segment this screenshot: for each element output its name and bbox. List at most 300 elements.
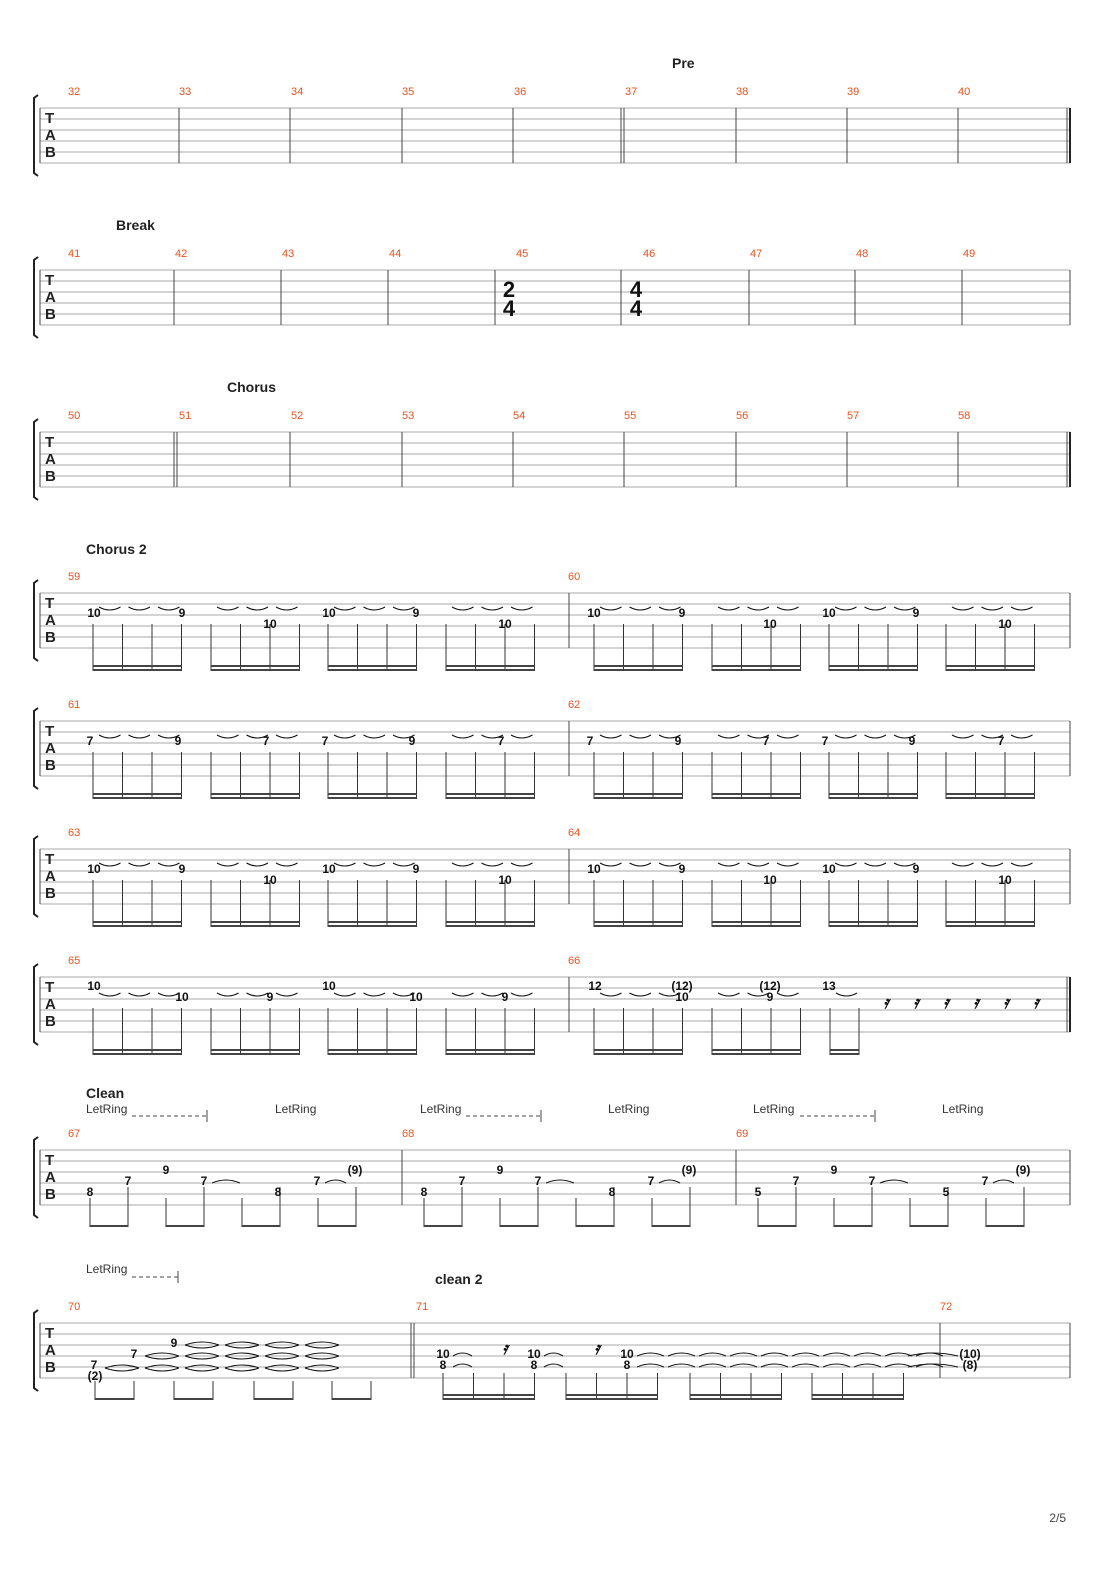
beam xyxy=(446,797,535,799)
let-ring-label: LetRing xyxy=(608,1102,650,1116)
page-number: 2/5 xyxy=(1049,1511,1066,1525)
sixteenth-rest: 𝄿 xyxy=(973,993,979,1012)
tie-arc xyxy=(1011,863,1033,866)
measure-number: 43 xyxy=(282,248,295,260)
fret-number: 10 xyxy=(436,1347,450,1361)
tie-arc xyxy=(276,993,298,996)
beam xyxy=(211,921,300,923)
fret-number: (9) xyxy=(1015,1163,1031,1177)
tie-arc xyxy=(952,863,974,866)
tie-arc xyxy=(511,993,533,996)
beam xyxy=(211,793,300,795)
tab-clef-letter: B xyxy=(45,144,56,161)
beam xyxy=(946,669,1035,671)
beam xyxy=(328,921,417,923)
beam xyxy=(211,669,300,671)
fret-number: 10 xyxy=(620,1347,634,1361)
tie-arc xyxy=(217,863,239,866)
measure-number: 42 xyxy=(175,248,188,260)
beam xyxy=(446,921,535,923)
tie-arc xyxy=(247,993,269,996)
fret-number: 9 xyxy=(912,862,920,876)
system-bracket xyxy=(34,419,38,500)
fret-number: 8 xyxy=(608,1185,616,1199)
tab-clef-letter: B xyxy=(45,468,56,485)
beam xyxy=(594,1049,683,1051)
let-ring-label: LetRing xyxy=(275,1102,317,1116)
tab-clef-letter: B xyxy=(45,1013,56,1030)
tie-arc xyxy=(630,735,652,738)
section-marker: Break xyxy=(116,217,155,233)
tab-clef-letter: B xyxy=(45,629,56,646)
fret-number: 5 xyxy=(754,1185,762,1199)
tab-clef-letter: T xyxy=(45,272,55,289)
tie-arc xyxy=(452,993,474,996)
measure-number: 44 xyxy=(389,248,402,260)
tie-arc xyxy=(185,1368,219,1371)
beam xyxy=(712,1053,801,1055)
measure-number: 47 xyxy=(750,248,763,260)
fret-number: 8 xyxy=(274,1185,282,1199)
tab-clef-letter: T xyxy=(45,979,55,996)
tie-arc xyxy=(99,993,121,996)
let-ring-label: LetRing xyxy=(942,1102,984,1116)
beam xyxy=(652,1225,690,1227)
beam xyxy=(566,1398,658,1400)
beam xyxy=(446,1053,535,1055)
sixteenth-rest: 𝄿 xyxy=(1033,993,1039,1012)
beam xyxy=(712,793,801,795)
fret-number: 9 xyxy=(766,990,774,1004)
beam xyxy=(211,925,300,927)
fret-number: 9 xyxy=(412,862,420,876)
fret-number: 9 xyxy=(178,862,186,876)
tie-arc xyxy=(482,607,504,610)
fret-number: 9 xyxy=(908,734,916,748)
beam xyxy=(946,793,1035,795)
tie-arc xyxy=(129,735,151,738)
fret-number: 7 xyxy=(792,1174,800,1188)
time-signature-top: 2 xyxy=(502,277,516,302)
tie-arc xyxy=(835,607,857,610)
tie-arc xyxy=(364,863,386,866)
measure-number: 60 xyxy=(568,571,581,583)
measure-number: 50 xyxy=(68,410,81,422)
system-bracket xyxy=(34,95,38,176)
beam xyxy=(211,665,300,667)
measure-number: 58 xyxy=(958,410,971,422)
fret-number: 9 xyxy=(674,734,682,748)
tie-arc xyxy=(777,735,799,738)
tie-arc xyxy=(777,607,799,610)
fret-number: 10 xyxy=(263,873,277,887)
fret-number: 9 xyxy=(170,1336,178,1350)
let-ring-label: LetRing xyxy=(86,1102,128,1116)
fret-number: 7 xyxy=(647,1174,655,1188)
beam xyxy=(93,665,182,667)
tab-clef-letter: B xyxy=(45,885,56,902)
tab-clef-letter: T xyxy=(45,1325,55,1342)
fret-number: 9 xyxy=(496,1163,504,1177)
measure-number: 40 xyxy=(958,86,971,98)
beam xyxy=(446,793,535,795)
tab-clef-letter: T xyxy=(45,723,55,740)
time-signature-top: 4 xyxy=(629,277,643,302)
fret-number: 8 xyxy=(530,1358,538,1372)
fret-number: 7 xyxy=(981,1174,989,1188)
measure-number: 32 xyxy=(68,86,81,98)
beam xyxy=(594,665,683,667)
system-bracket xyxy=(34,1310,38,1391)
measure-number: 63 xyxy=(68,827,81,839)
tie-arc xyxy=(600,993,622,996)
beam xyxy=(174,1398,213,1400)
fret-number: 10 xyxy=(498,873,512,887)
beam xyxy=(690,1394,782,1396)
beam xyxy=(446,925,535,927)
tie-arc xyxy=(630,863,652,866)
tab-clef-letter: T xyxy=(45,851,55,868)
beam xyxy=(910,1225,948,1227)
measure-number: 71 xyxy=(416,1301,429,1313)
section-marker: Chorus 2 xyxy=(86,541,147,557)
sixteenth-rest: 𝄿 xyxy=(913,993,919,1012)
fret-number: 7 xyxy=(997,734,1005,748)
tab-clef-letter: T xyxy=(45,595,55,612)
beam xyxy=(328,797,417,799)
beam xyxy=(424,1225,462,1227)
tie-arc xyxy=(511,863,533,866)
tie-arc xyxy=(99,607,121,610)
tie-arc xyxy=(247,863,269,866)
tie-arc xyxy=(659,863,681,866)
tab-clef-letter: A xyxy=(45,1169,56,1186)
tie-arc xyxy=(748,607,770,610)
beam xyxy=(328,1049,417,1051)
measure-number: 56 xyxy=(736,410,749,422)
fret-number: 8 xyxy=(623,1358,631,1372)
tie-arc xyxy=(511,607,533,610)
measure-number: 46 xyxy=(643,248,656,260)
beam xyxy=(576,1225,614,1227)
beam xyxy=(90,1225,128,1227)
fret-number: 10 xyxy=(998,617,1012,631)
fret-number: 10 xyxy=(763,873,777,887)
tie-arc xyxy=(305,1368,339,1371)
beam xyxy=(690,1398,782,1400)
tie-arc xyxy=(952,607,974,610)
fret-number: 8 xyxy=(86,1185,94,1199)
measure-number: 70 xyxy=(68,1301,81,1313)
measure-number: 45 xyxy=(516,248,529,260)
beam xyxy=(446,665,535,667)
tie-arc xyxy=(452,863,474,866)
measure-number: 67 xyxy=(68,1128,81,1140)
fret-number: 9 xyxy=(678,606,686,620)
fret-number: 9 xyxy=(174,734,182,748)
beam xyxy=(93,1049,182,1051)
measure-number: 53 xyxy=(402,410,415,422)
beam xyxy=(829,921,918,923)
beam xyxy=(594,797,683,799)
tab-clef-letter: A xyxy=(45,996,56,1013)
beam xyxy=(93,793,182,795)
measure-number: 38 xyxy=(736,86,749,98)
fret-number: 9 xyxy=(501,990,509,1004)
tie-arc xyxy=(835,863,857,866)
beam xyxy=(829,793,918,795)
fret-number: 7 xyxy=(762,734,770,748)
tie-arc xyxy=(659,607,681,610)
measure-number: 68 xyxy=(402,1128,415,1140)
fret-number: 9 xyxy=(678,862,686,876)
tab-clef-letter: T xyxy=(45,1152,55,1169)
beam xyxy=(500,1225,538,1227)
tie-arc xyxy=(129,863,151,866)
tab-clef-letter: A xyxy=(45,740,56,757)
beam xyxy=(328,925,417,927)
fret-number: 13 xyxy=(822,979,836,993)
tie-arc xyxy=(718,735,740,738)
measure-number: 51 xyxy=(179,410,192,422)
time-signature-bottom: 4 xyxy=(629,296,643,321)
fret-number: 9 xyxy=(912,606,920,620)
measure-number: 48 xyxy=(856,248,869,260)
tie-arc xyxy=(276,863,298,866)
fret-number: (8) xyxy=(962,1358,978,1372)
fret-number: 10 xyxy=(87,862,101,876)
beam xyxy=(829,669,918,671)
tie-arc xyxy=(600,607,622,610)
beam xyxy=(712,797,801,799)
measure-number: 59 xyxy=(68,571,81,583)
tie-arc xyxy=(276,735,298,738)
tab-clef-letter: A xyxy=(45,127,56,144)
tie-arc xyxy=(364,607,386,610)
measure-number: 52 xyxy=(291,410,304,422)
fret-number: 9 xyxy=(162,1163,170,1177)
tie-arc xyxy=(600,735,622,738)
measure-number: 35 xyxy=(402,86,415,98)
fret-number: 10 xyxy=(322,862,336,876)
beam xyxy=(946,797,1035,799)
fret-number: 7 xyxy=(497,734,505,748)
measure-number: 69 xyxy=(736,1128,749,1140)
tie-arc xyxy=(482,993,504,996)
tab-clef-letter: B xyxy=(45,306,56,323)
tie-arc xyxy=(105,1368,139,1371)
fret-number: 10 xyxy=(587,862,601,876)
beam xyxy=(829,925,918,927)
beam xyxy=(829,797,918,799)
tie-arc xyxy=(99,863,121,866)
time-signature-bottom: 4 xyxy=(502,296,516,321)
section-marker: clean 2 xyxy=(435,1271,483,1287)
fret-number: 10 xyxy=(409,990,423,1004)
fret-number: 10 xyxy=(587,606,601,620)
beam xyxy=(830,1049,859,1051)
system-bracket xyxy=(34,964,38,1045)
system-bracket xyxy=(34,1137,38,1218)
beam xyxy=(93,921,182,923)
tie-arc xyxy=(129,993,151,996)
tie-arc xyxy=(225,1368,259,1371)
beam xyxy=(566,1394,658,1396)
fret-number: 8 xyxy=(420,1185,428,1199)
beam xyxy=(712,1049,801,1051)
fret-number: 7 xyxy=(821,734,829,748)
beam xyxy=(946,921,1035,923)
section-marker: Pre xyxy=(672,55,695,71)
fret-number: 7 xyxy=(586,734,594,748)
beam xyxy=(594,921,683,923)
beam xyxy=(95,1398,134,1400)
tie-arc xyxy=(630,607,652,610)
fret-number: 7 xyxy=(124,1174,132,1188)
tie-arc xyxy=(217,607,239,610)
tie-arc xyxy=(452,607,474,610)
beam xyxy=(712,921,801,923)
beam xyxy=(712,925,801,927)
beam xyxy=(594,925,683,927)
beam xyxy=(446,669,535,671)
tie-arc xyxy=(835,735,857,738)
measure-number: 41 xyxy=(68,248,81,260)
fret-number: 7 xyxy=(90,1358,98,1372)
tie-arc xyxy=(334,735,356,738)
measure-number: 66 xyxy=(568,955,581,967)
tie-arc xyxy=(1011,607,1033,610)
fret-number: 7 xyxy=(458,1174,466,1188)
beam xyxy=(211,797,300,799)
fret-number: 7 xyxy=(86,734,94,748)
tie-arc xyxy=(982,863,1004,866)
let-ring-label: LetRing xyxy=(420,1102,462,1116)
fret-number: 10 xyxy=(822,606,836,620)
beam xyxy=(712,669,801,671)
measure-number: 33 xyxy=(179,86,192,98)
fret-number: 7 xyxy=(313,1174,321,1188)
fret-number: (2) xyxy=(87,1369,103,1383)
fret-number: 10 xyxy=(87,606,101,620)
fret-number: 7 xyxy=(321,734,329,748)
tie-arc xyxy=(393,607,415,610)
sixteenth-rest: 𝄿 xyxy=(943,993,949,1012)
fret-number: 10 xyxy=(87,979,101,993)
tie-arc xyxy=(865,735,887,738)
fret-number: 10 xyxy=(763,617,777,631)
tie-arc xyxy=(217,993,239,996)
beam xyxy=(211,1053,300,1055)
beam xyxy=(812,1394,904,1396)
sixteenth-rest: 𝄿 xyxy=(502,1339,508,1358)
let-ring-label: LetRing xyxy=(753,1102,795,1116)
tie-arc xyxy=(158,607,180,610)
tie-arc xyxy=(217,735,239,738)
fret-number: (12) xyxy=(671,979,693,993)
fret-number: 9 xyxy=(412,606,420,620)
tab-clef-letter: B xyxy=(45,1186,56,1203)
fret-number: 10 xyxy=(998,873,1012,887)
beam xyxy=(834,1225,872,1227)
fret-number: 7 xyxy=(200,1174,208,1188)
beam xyxy=(254,1398,293,1400)
tie-arc xyxy=(364,735,386,738)
fret-number: 10 xyxy=(322,606,336,620)
tie-arc xyxy=(718,993,740,996)
sixteenth-rest: 𝄿 xyxy=(1003,993,1009,1012)
tie-arc xyxy=(482,863,504,866)
fret-number: 7 xyxy=(262,734,270,748)
fret-number: 12 xyxy=(588,979,602,993)
tie-arc xyxy=(452,735,474,738)
tie-arc xyxy=(600,863,622,866)
fret-number: 10 xyxy=(675,990,689,1004)
tie-arc xyxy=(158,863,180,866)
beam xyxy=(328,669,417,671)
tab-clef-letter: A xyxy=(45,612,56,629)
beam xyxy=(446,1049,535,1051)
sixteenth-rest: 𝄿 xyxy=(883,993,889,1012)
beam xyxy=(812,1398,904,1400)
fret-number: 10 xyxy=(527,1347,541,1361)
fret-number: 7 xyxy=(534,1174,542,1188)
beam xyxy=(594,1053,683,1055)
beam xyxy=(443,1398,535,1400)
beam xyxy=(946,665,1035,667)
beam xyxy=(242,1225,280,1227)
tie-arc xyxy=(334,993,356,996)
system-bracket xyxy=(34,836,38,917)
fret-number: 9 xyxy=(178,606,186,620)
beam xyxy=(166,1225,204,1227)
measure-number: 57 xyxy=(847,410,860,422)
beam xyxy=(328,665,417,667)
measure-number: 36 xyxy=(514,86,527,98)
tie-arc xyxy=(265,1368,299,1371)
beam xyxy=(829,665,918,667)
beam xyxy=(328,793,417,795)
tie-arc xyxy=(334,607,356,610)
sixteenth-rest: 𝄿 xyxy=(594,1339,600,1358)
let-ring-label: LetRing xyxy=(86,1262,128,1276)
measure-number: 39 xyxy=(847,86,860,98)
tie-arc xyxy=(129,607,151,610)
tie-arc xyxy=(511,735,533,738)
tab-clef-letter: A xyxy=(45,451,56,468)
system-bracket xyxy=(34,257,38,338)
tab-clef-letter: A xyxy=(45,289,56,306)
beam xyxy=(328,1053,417,1055)
tie-arc xyxy=(334,863,356,866)
measure-number: 34 xyxy=(291,86,304,98)
system-bracket xyxy=(34,708,38,789)
tab-clef-letter: B xyxy=(45,1359,56,1376)
fret-number: 8 xyxy=(439,1358,447,1372)
tie-arc xyxy=(865,863,887,866)
fret-number: 10 xyxy=(175,990,189,1004)
tie-arc xyxy=(836,993,857,996)
measure-number: 61 xyxy=(68,699,81,711)
tie-arc xyxy=(718,607,740,610)
beam xyxy=(594,793,683,795)
beam xyxy=(594,669,683,671)
section-marker: Chorus xyxy=(227,379,276,395)
beam xyxy=(758,1225,796,1227)
beam xyxy=(93,925,182,927)
beam xyxy=(211,1049,300,1051)
beam xyxy=(443,1394,535,1396)
